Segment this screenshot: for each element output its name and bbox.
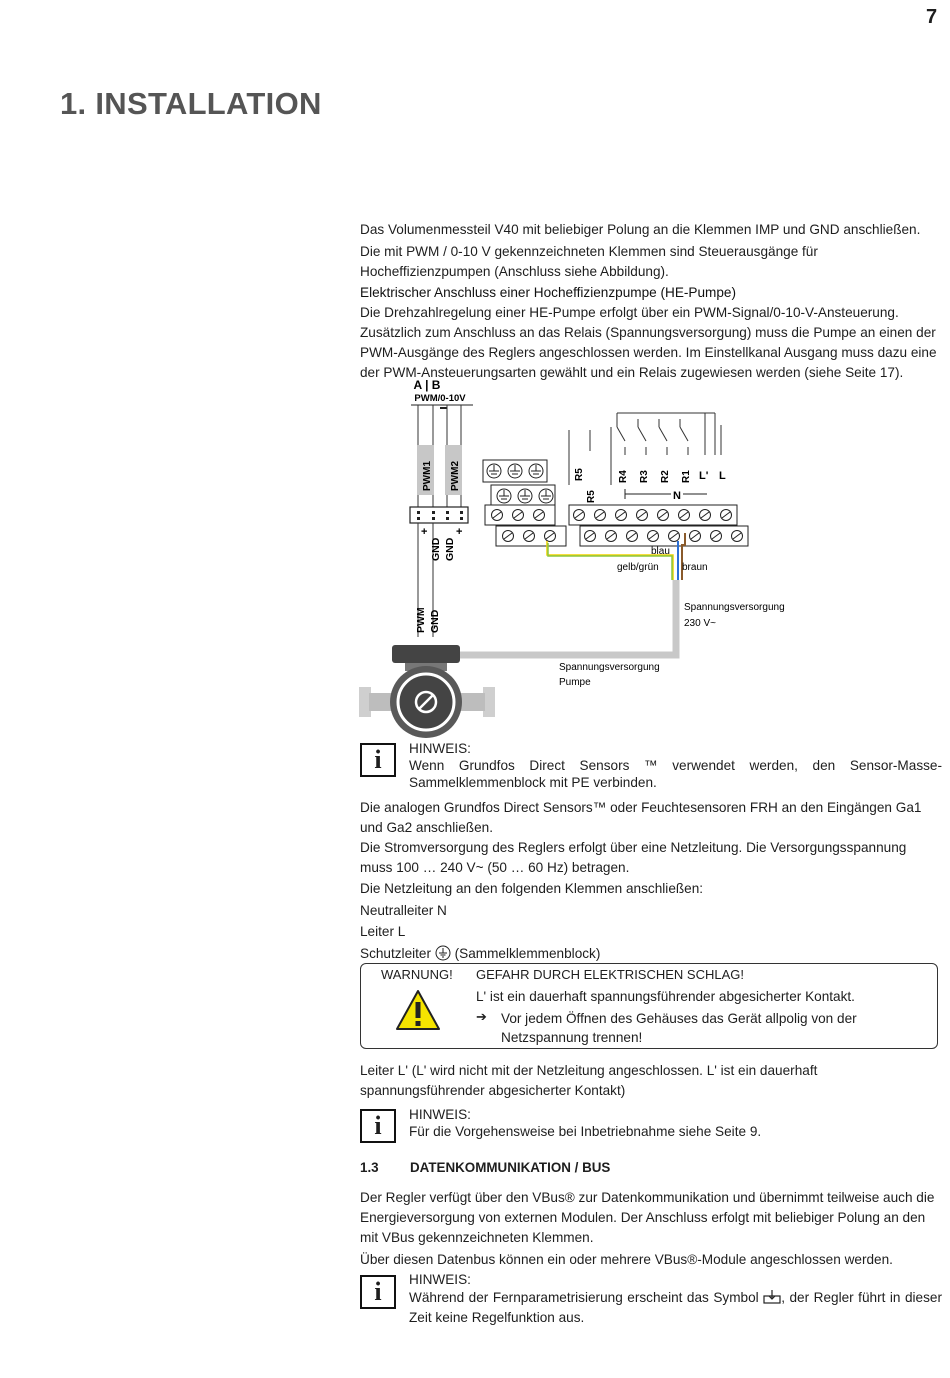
paragraph-mains-cable: Die Netzleitung an den folgenden Klemmen anschließen: — [360, 881, 704, 896]
hint-grundfos — [360, 743, 942, 791]
hint-text: Während der Fernparametrisierung erscheint das Symbol , der Regler führt in dieser Zeit keine Regelfunktion aus. — [409, 1290, 942, 1325]
pwm-terminal-block — [410, 507, 468, 523]
paragraph-vbus-modules: Über diesen Datenbus können ein oder mehrere VBus®-Module angeschlossen werden. — [360, 1252, 893, 1267]
paragraph-he-pump-heading: Elektrischer Anschluss einer Hocheffizienzpumpe (HE-Pumpe) — [360, 285, 737, 300]
relay-r4-label: R4 — [618, 470, 629, 483]
info-icon: i — [360, 743, 396, 777]
supply-cable — [455, 580, 676, 655]
hint-title: HINWEIS: — [409, 1107, 471, 1122]
arrow-right-icon: ➔ — [476, 1009, 487, 1024]
n-label: N — [673, 490, 681, 502]
pump-symbol — [359, 645, 495, 738]
relay-r3-label: R3 — [639, 470, 650, 483]
warning-label: WARNUNG! — [381, 967, 453, 982]
wiring-diagram — [355, 375, 795, 747]
earth-terminals-top — [483, 460, 547, 482]
list-item-earth — [360, 944, 940, 964]
hint-commissioning — [360, 1109, 942, 1157]
r5-bottom-label: R5 — [586, 490, 597, 503]
relay-l-label: L — [719, 470, 726, 482]
pump-gnd-label: GND — [429, 609, 441, 633]
paragraph-power-supply: Die Stromversorgung des Reglers erfolgt über eine Netzleitung. Die Versorgungsspannung muss 100 … 240 V~ (50 … 60 Hz) betragen. — [360, 840, 907, 875]
page-number: 7 — [926, 6, 938, 28]
warning-triangle-icon — [395, 989, 441, 1031]
chapter-title: 1. INSTALLATION — [60, 86, 322, 121]
terminal-row-top — [485, 505, 737, 525]
supply-230-line2: 230 V~ — [684, 618, 716, 629]
paragraph-vbus: Der Regler verfügt über den VBus® zur Datenkommunikation und übernimmt teilweise auch die Energieversorgung von externen Modulen. Der Anschluss erfolgt mit beliebiger Polung an den mit VBus gekennzeichneten Klemmen. — [360, 1190, 935, 1245]
paragraph-he-pump-description: Die Drehzahlregelung einer HE-Pumpe erfolgt über ein PWM-Signal/0-10-V-Ansteuerung. Zusätzlich zum Anschluss an das Relais (Spannungsversorgung) muss die Pumpe an einen der PWM-Ausgänge des Reglers angeschlossen werden. Im Einstellkanal Ausgang muss dazu eine der PWM-Ansteuerungsarten gewählt und ein Relais zugewiesen werden (siehe Seite 17). — [360, 305, 937, 380]
hint-text: Für die Vorgehensweise bei Inbetriebnahme siehe Seite 9. — [409, 1124, 762, 1139]
list-item-neutral: Neutralleiter N — [360, 903, 447, 918]
warning-title: GEFAHR DURCH ELEKTRISCHEN SCHLAG! — [476, 967, 744, 982]
list-item-live: Leiter L — [360, 924, 406, 939]
paragraph-lprime: Leiter L' (L' wird nicht mit der Netzleitung angeschlossen. L' ist ein dauerhaft spannungsführender abgesicherter Kontakt) — [360, 1063, 818, 1098]
ab-label: A | B — [413, 378, 441, 392]
pwm1-label: PWM1 — [422, 461, 433, 491]
section-number: 1.3 — [360, 1160, 379, 1175]
label-braun: braun — [682, 562, 708, 573]
terminal-row-bottom — [496, 526, 748, 546]
plus-b: + — [456, 526, 463, 538]
hint-text: Wenn Grundfos Direct Sensors ™ verwendet werden, den Sensor-Masse-Sammelklemmenblock mit PE verbinden. — [409, 758, 942, 790]
remote-parameterization-icon — [763, 1289, 781, 1304]
supply-pump-line1: Spannungsversorgung — [559, 662, 660, 673]
relay-r1-label: R1 — [681, 470, 692, 483]
earth-label: Schutzleiter — [360, 946, 432, 961]
plus-a: + — [421, 526, 428, 538]
relay-r2-label: R2 — [660, 470, 671, 483]
paragraph-v40: Das Volumenmessteil V40 mit beliebiger Polung an die Klemmen IMP und GND anschließen. — [360, 222, 921, 237]
label-gelb-gruen: gelb/grün — [617, 562, 659, 573]
relay-lprime-label: L' — [699, 470, 709, 482]
section-title: DATENKOMMUNIKATION / BUS — [410, 1160, 611, 1175]
label-blau: blau — [651, 546, 670, 557]
warning-box — [360, 963, 938, 1049]
hint-remote-parameterization — [360, 1274, 942, 1334]
pump-pwm-label: PWM — [415, 607, 427, 633]
earth-note: (Sammelklemmenblock) — [454, 946, 601, 961]
hint-title: HINWEIS: — [409, 741, 471, 756]
info-icon: i — [360, 1109, 396, 1143]
warning-line2: Vor jedem Öffnen des Gehäuses das Gerät allpolig von der Netzspannung trennen! — [501, 1011, 857, 1045]
section-heading — [360, 1160, 610, 1175]
warning-line1: L' ist ein dauerhaft spannungsführender abgesicherter Kontakt. — [476, 989, 855, 1004]
gnd-a-label: GND — [430, 537, 442, 561]
earth-terminals-bottom — [491, 485, 555, 507]
gnd-b-label: GND — [444, 537, 456, 561]
paragraph-grundfos-sensors: Die analogen Grundfos Direct Sensors™ oder Feuchtesensoren FRH an den Eingängen Ga1 und Ga2 anschließen. — [360, 800, 922, 835]
pwm-header: PWM/0-10V — [414, 393, 466, 404]
paragraph-pwm-outputs: Die mit PWM / 0-10 V gekennzeichneten Klemmen sind Steuerausgänge für Hocheffizienzpumpen (Anschluss siehe Abbildung). — [360, 244, 818, 279]
r5-top-label: R5 — [574, 468, 585, 481]
info-icon: i — [360, 1275, 396, 1309]
supply-pump-line2: Pumpe — [559, 677, 591, 688]
hint-title: HINWEIS: — [409, 1272, 471, 1287]
earth-icon — [435, 945, 451, 961]
supply-230-line1: Spannungsversorgung — [684, 602, 785, 613]
pwm2-label: PWM2 — [450, 461, 461, 491]
